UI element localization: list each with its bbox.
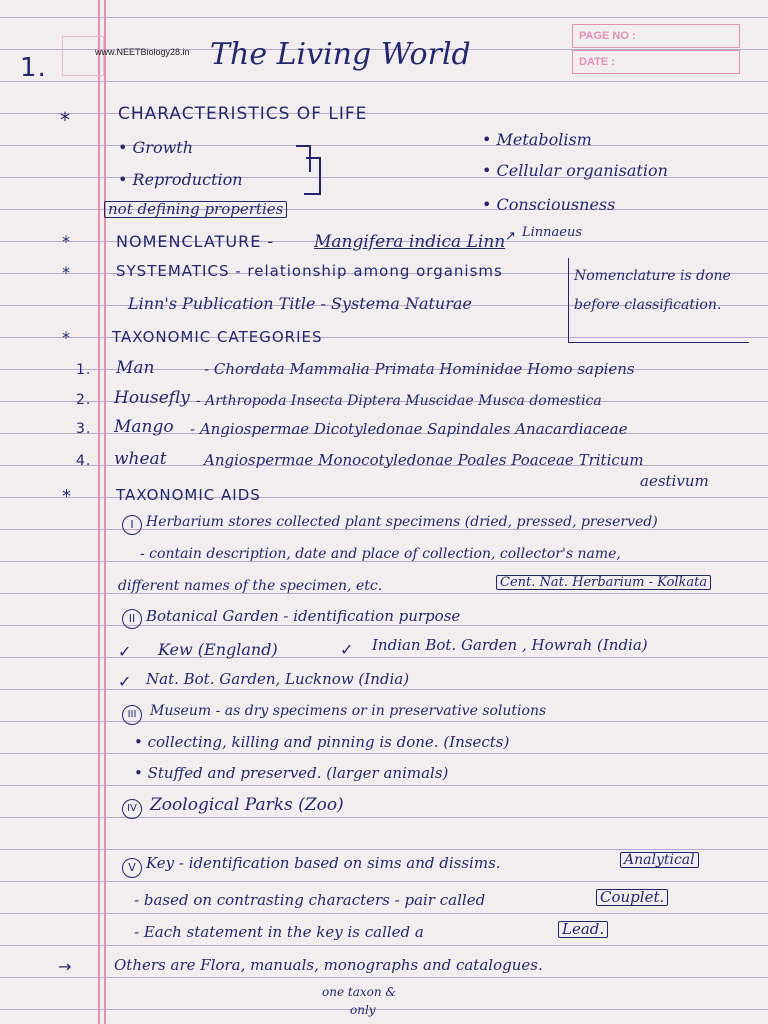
roman-numeral: I	[122, 515, 142, 535]
roman-numeral: IV	[122, 799, 142, 819]
botanical-garden: Botanical Garden - identification purpose	[146, 607, 461, 625]
taxonomic-aids-heading: TAXONOMIC AIDS	[116, 486, 261, 504]
bullet-star: *	[62, 486, 72, 507]
organism-mango: Mango	[114, 417, 174, 437]
roman-numeral: III	[122, 705, 142, 725]
row-number: 3.	[76, 421, 92, 437]
kew: Kew (England)	[158, 640, 278, 659]
museum-line-3: • Stuffed and preserved. (larger animals)	[134, 764, 449, 782]
lead-box: Lead.	[558, 921, 608, 938]
couplet-box: Couplet.	[596, 889, 668, 906]
cellular-organisation: • Cellular organisation	[482, 161, 668, 180]
tick-icon: ✓	[118, 642, 133, 661]
row-number: 2.	[76, 392, 92, 408]
watermark: www.NEETBiology28.in	[95, 47, 190, 57]
arrow-icon: →	[58, 957, 73, 976]
margin-line	[104, 0, 106, 1024]
categories-mango: - Angiospermae Dicotyledonae Sapindales Anacardiaceae	[190, 420, 628, 438]
zoological-parks: Zoological Parks (Zoo)	[150, 795, 344, 815]
row-number: 1.	[76, 362, 92, 378]
key: Key - identification based on sims and dissims.	[146, 854, 501, 872]
consciousness: • Consciousness	[482, 195, 616, 214]
roman-numeral: II	[122, 609, 142, 629]
reproduction: • Reproduction	[118, 170, 243, 189]
categories-housefly: - Arthropoda Insecta Diptera Muscidae Musca domestica	[196, 393, 602, 409]
analytical-box: Analytical	[620, 852, 699, 868]
organism-wheat: wheat	[114, 449, 167, 469]
nomenclature-note: Nomenclature is done before classification.	[574, 268, 731, 313]
date-box: DATE :	[572, 50, 740, 74]
taxonomic-categories-heading: TAXONOMIC CATEGORIES	[112, 328, 323, 346]
key-line-3: - Each statement in the key is called a	[134, 923, 424, 941]
herbarium: Herbarium stores collected plant specimens (dried, pressed, preserved)	[146, 514, 658, 530]
not-defining-box: not defining properties	[104, 201, 287, 218]
categories-wheat: Angiospermae Monocotyledonae Poales Poaceae Triticum	[204, 451, 644, 469]
metabolism: • Metabolism	[482, 130, 592, 149]
bracket-icon	[296, 142, 326, 200]
tick-icon: ✓	[118, 672, 133, 691]
arrow-icon: ↗	[505, 229, 517, 244]
bullet-star: *	[60, 108, 71, 132]
margin-line	[98, 0, 100, 1024]
nomenclature-label: NOMENCLATURE -	[116, 232, 275, 251]
linnaeus-note: Linnaeus	[522, 225, 583, 240]
tick-icon: ✓	[340, 640, 355, 659]
linn-publication: Linn's Publication Title - Systema Naturae	[128, 294, 472, 313]
herbarium-kolkata-box: Cent. Nat. Herbarium - Kolkata	[496, 575, 711, 590]
one-taxon-note: one taxon &	[322, 985, 397, 999]
nat-bot-garden: Nat. Bot. Garden, Lucknow (India)	[146, 670, 410, 688]
roman-numeral: V	[122, 858, 142, 878]
organism-man: Man	[116, 358, 155, 378]
museum-line-2: • collecting, killing and pinning is done. (Insects)	[134, 733, 510, 751]
page-title: The Living World	[210, 37, 471, 72]
bullet-star: *	[62, 263, 71, 282]
bullet-star: *	[62, 232, 71, 251]
indian-bot-garden: Indian Bot. Garden , Howrah (India)	[372, 636, 648, 654]
only-note: only	[350, 1003, 376, 1017]
row-number: 4.	[76, 453, 92, 469]
others-line: Others are Flora, manuals, monographs and catalogues.	[114, 956, 543, 974]
key-line-2: - based on contrasting characters - pair called	[134, 891, 486, 909]
growth: • Growth	[118, 138, 194, 157]
herbarium-line-3: different names of the specimen, etc.	[118, 578, 383, 594]
museum: Museum - as dry specimens or in preservative solutions	[150, 703, 547, 719]
nomenclature-example: Mangifera indica Linn	[314, 232, 506, 252]
organism-housefly: Housefly	[114, 388, 190, 408]
page-no-box: PAGE NO :	[572, 24, 740, 48]
bullet-star: *	[62, 328, 71, 347]
characteristics-heading: CHARACTERISTICS OF LIFE	[118, 104, 368, 124]
herbarium-line-2: - contain description, date and place of collection, collector's name,	[140, 546, 621, 562]
aestivum: aestivum	[640, 472, 709, 490]
chapter-number: 1.	[20, 53, 47, 83]
systematics-label: SYSTEMATICS - relationship among organisms	[116, 262, 503, 280]
categories-man: - Chordata Mammalia Primata Hominidae Homo sapiens	[204, 360, 635, 378]
